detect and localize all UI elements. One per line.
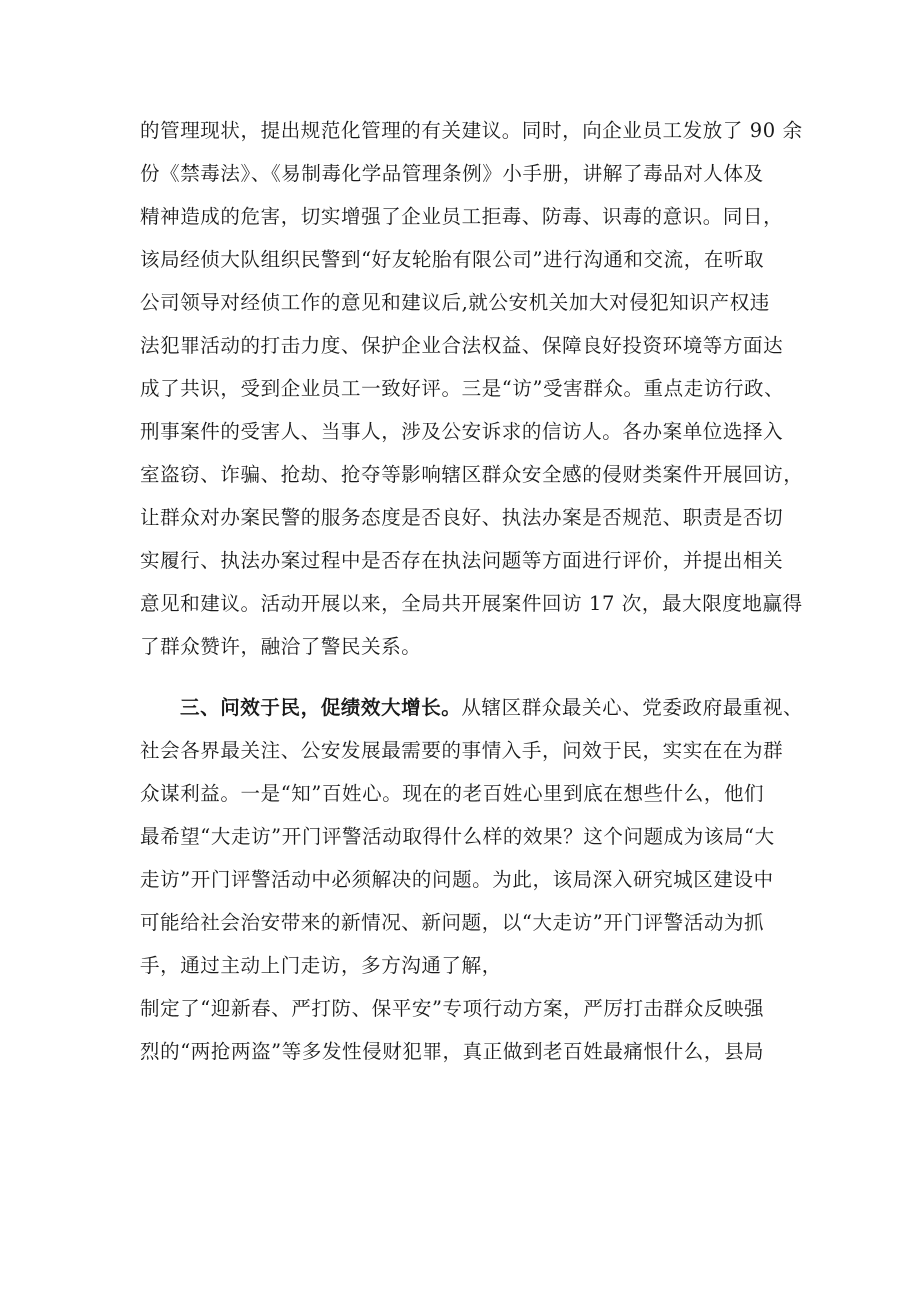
- text-line: 让群众对办案民警的服务态度是否良好、执法办案是否规范、职责是否切: [140, 506, 784, 529]
- text-line: 刑事案件的受害人、当事人，涉及公安诉求的信访人。各办案单位选择入: [140, 420, 784, 443]
- text-line: 了群众赞许，融洽了警民关系。: [140, 635, 422, 658]
- text-line: 公司领导对经侦工作的意见和建议后,就公安机关加大对侵犯知识产权违: [140, 291, 770, 314]
- text-line: 精神造成的危害，切实增强了企业员工拒毒、防毒、识毒的意识。同日，: [140, 205, 784, 228]
- text-line: 最希望“大走访”开门评警活动取得什么样的效果？这个问题成为该局“大: [140, 825, 775, 848]
- text-run: 从辖区群众最关心、党委政府最重视、: [461, 696, 804, 719]
- text-line: 走访”开门评警活动中必须解决的问题。为此，该局深入研究城区建设中: [140, 868, 774, 891]
- text-line: 实履行、执法办案过程中是否存在执法问题等方面进行评价，并提出相关: [140, 549, 784, 572]
- text-line: 的管理现状，提出规范化管理的有关建议。同时，向企业员工发放了 90 余: [140, 119, 803, 142]
- text-line: 众谋利益。一是“知”百姓心。现在的老百姓心里到底在想些什么，他们: [140, 782, 765, 805]
- text-line: 法犯罪活动的打击力度、保护企业合法权益、保障良好投资环境等方面达: [140, 334, 784, 357]
- text-line-first: [180, 696, 803, 720]
- text-line: 烈的“两抢两盗”等多发性侵财犯罪，真正做到老百姓最痛恨什么，县局: [140, 1040, 765, 1063]
- text-line: 该局经侦大队组织民警到“好友轮胎有限公司”进行沟通和交流，在听取: [140, 248, 765, 271]
- text-line: 意见和建议。活动开展以来，全局共开展案件回访 17 次，最大限度地赢得: [140, 592, 803, 615]
- text-line: 可能给社会治安带来的新情况、新问题，以“大走访”开门评警活动为抓: [140, 911, 765, 934]
- text-line: 制定了“迎新春、严打防、保平安”专项行动方案，严厉打击群众反映强: [140, 997, 765, 1020]
- text-line: 份《禁毒法》、《易制毒化学品管理条例》小手册，讲解了毒品对人体及: [140, 162, 764, 185]
- text-line: 成了共识，受到企业员工一致好评。三是“访”受害群众。重点走访行政、: [140, 377, 785, 400]
- text-line: 社会各界最关注、公安发展最需要的事情入手，问效于民，实实在在为群: [140, 739, 784, 762]
- text-line: 手，通过主动上门走访，多方沟通了解，: [140, 954, 502, 977]
- text-line: 室盗窃、诈骗、抢劫、抢夺等影响辖区群众安全感的侵财类案件开展回访，: [140, 463, 804, 486]
- section-heading: 三、问效于民，促绩效大增长。: [180, 696, 462, 719]
